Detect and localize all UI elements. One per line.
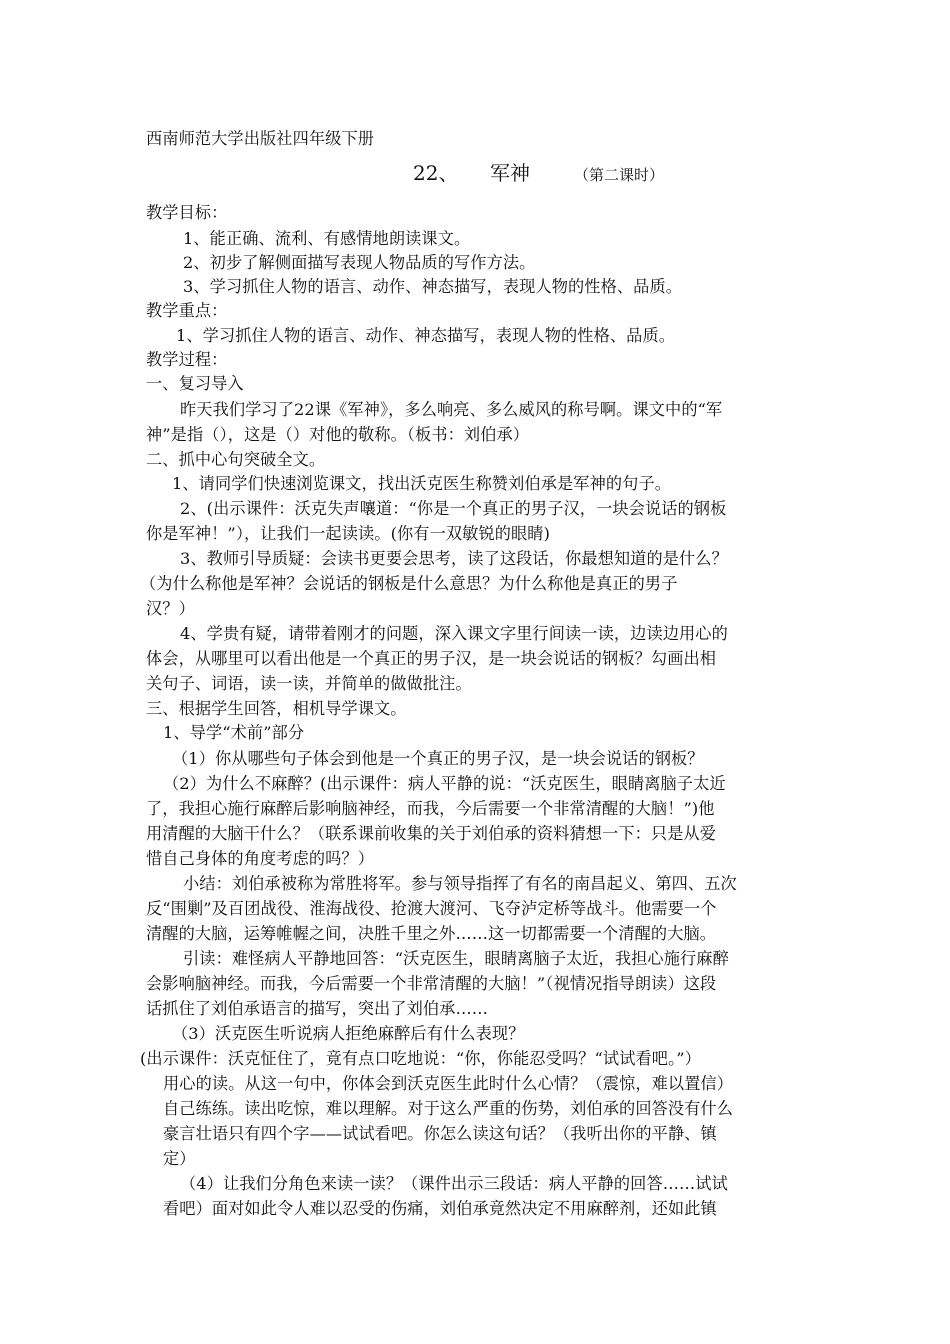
paragraph-line: 神”是指（），这是（）对他的敬称。（板书：刘伯承） <box>146 425 530 444</box>
paragraph-line: 用清醒的大脑干什么？（联系课前收集的关于刘伯承的资料猜想一下：只是从爱 <box>146 824 717 843</box>
lesson-period: （第二课时） <box>574 166 665 184</box>
paragraph-line: 体会，从哪里可以看出他是一个真正的男子汉，是一块会说话的钢板？勾画出相 <box>146 649 717 668</box>
paragraph-line: 自己练练。读出吃惊，难以理解。对于这么严重的伤势，刘伯承的回答没有什么 <box>163 1099 734 1118</box>
paragraph-line: 豪言壮语只有四个字——试试看吧。你怎么读这句话？（我听出你的平静、镇 <box>163 1124 717 1143</box>
focus-item: 1、学习抓住人物的语言、动作、神态描写，表现人物的性格、品质。 <box>176 326 676 345</box>
sub-heading: 1、导学“术前”部分 <box>163 723 305 742</box>
objective-item: 3、学习抓住人物的语言、动作、神态描写，表现人物的性格、品质。 <box>183 277 683 296</box>
objective-item: 2、初步了解侧面描写表现人物品质的写作方法。 <box>183 253 536 272</box>
paragraph-line: 3、教师引导质疑：会读书更要会思考，读了这段话，你最想知道的是什么？ <box>180 549 728 568</box>
paragraph-line: 话抓住了刘伯承语言的描写，突出了刘伯承…… <box>146 999 489 1018</box>
part-heading: 一、复习导入 <box>146 374 244 393</box>
lesson-title: 军神 <box>490 161 530 185</box>
paragraph-line: (出示课件：沃克怔住了，竟有点口吃地说：“你，你能忍受吗？“试试看吧。”） <box>140 1049 701 1068</box>
paragraph-line: 昨天我们学习了22课《军神》，多么响亮、多么威风的称号啊。课文中的“军 <box>180 400 723 419</box>
paragraph-line: 4、学贵有疑，请带着刚才的问题，深入课文字里行间读一读，边读边用心的 <box>180 624 728 643</box>
paragraph-line: 反“围剿”及百团战役、淮海战役、抢渡大渡河、飞夺泸定桥等战斗。他需要一个 <box>146 899 717 918</box>
paragraph-line: 定） <box>163 1149 196 1168</box>
paragraph-line: （3）沃克医生听说病人拒绝麻醉后有什么表现？ <box>172 1024 525 1043</box>
paragraph-line: （2）为什么不麻醉？(出示课件：病人平静的说：“沃克医生，眼睛离脑子太近 <box>163 774 726 793</box>
part-heading: 二、抓中心句突破全文。 <box>146 450 326 469</box>
paragraph-line: 用心的读。从这一句中，你体会到沃克医生此时什么心情？（震惊，难以置信） <box>163 1074 734 1093</box>
paragraph-line: 惜自己身体的角度考虑的吗？） <box>146 849 375 868</box>
section-heading-focus: 教学重点： <box>146 301 228 320</box>
paragraph-line: 了，我担心施行麻醉后影响脑神经，而我，今后需要一个非常清醒的大脑！”)他 <box>146 799 715 818</box>
part-heading: 三、根据学生回答，相机导学课文。 <box>146 699 407 718</box>
publisher-line: 西南师范大学出版社四年级下册 <box>146 129 375 148</box>
paragraph-line: 清醒的大脑，运筹帷幄之间，决胜千里之外……这一切都需要一个清醒的大脑。 <box>146 924 717 943</box>
paragraph-line: 汉？） <box>146 599 195 618</box>
paragraph-line: 小结：刘伯承被称为常胜将军。参与领导指挥了有名的南昌起义、第四、五次 <box>183 874 737 893</box>
objective-item: 1、能正确、流利、有感情地朗读课文。 <box>183 229 471 248</box>
paragraph-line: （4）让我们分角色来读一读？（课件出示三段话：病人平静的回答……试试 <box>180 1174 728 1193</box>
paragraph-line: 引读：难怪病人平静地回答：“沃克医生，眼睛离脑子太近，我担心施行麻醉 <box>183 949 729 968</box>
lesson-number: 22、 <box>413 161 459 185</box>
paragraph-line: 会影响脑神经。而我，今后需要一个非常清醒的大脑！”（视情况指导朗读）这段 <box>146 974 717 993</box>
section-heading-objectives: 教学目标： <box>146 203 228 222</box>
section-heading-process: 教学过程： <box>146 350 228 369</box>
paragraph-line: 1、请同学们快速浏览课文，找出沃克医生称赞刘伯承是军神的句子。 <box>172 474 672 493</box>
paragraph-line: 2、(出示课件：沃克失声嚷道：“你是一个真正的男子汉，一块会说话的钢板 <box>180 499 727 518</box>
paragraph-line: 关句子、词语，读一读，并简单的做做批注。 <box>146 674 472 693</box>
paragraph-line: （1）你从哪些句子体会到他是一个真正的男子汉，是一块会说话的钢板？ <box>172 749 704 768</box>
paragraph-line: 你是军神！”），让我们一起读读。(你有一双敏锐的眼睛) <box>146 524 551 543</box>
paragraph-line: （为什么称他是军神？会说话的钢板是什么意思？为什么称他是真正的男子 <box>140 574 678 593</box>
paragraph-line: 看吧）面对如此令人难以忍受的伤痛，刘伯承竟然决定不用麻醉剂，还如此镇 <box>163 1199 717 1218</box>
